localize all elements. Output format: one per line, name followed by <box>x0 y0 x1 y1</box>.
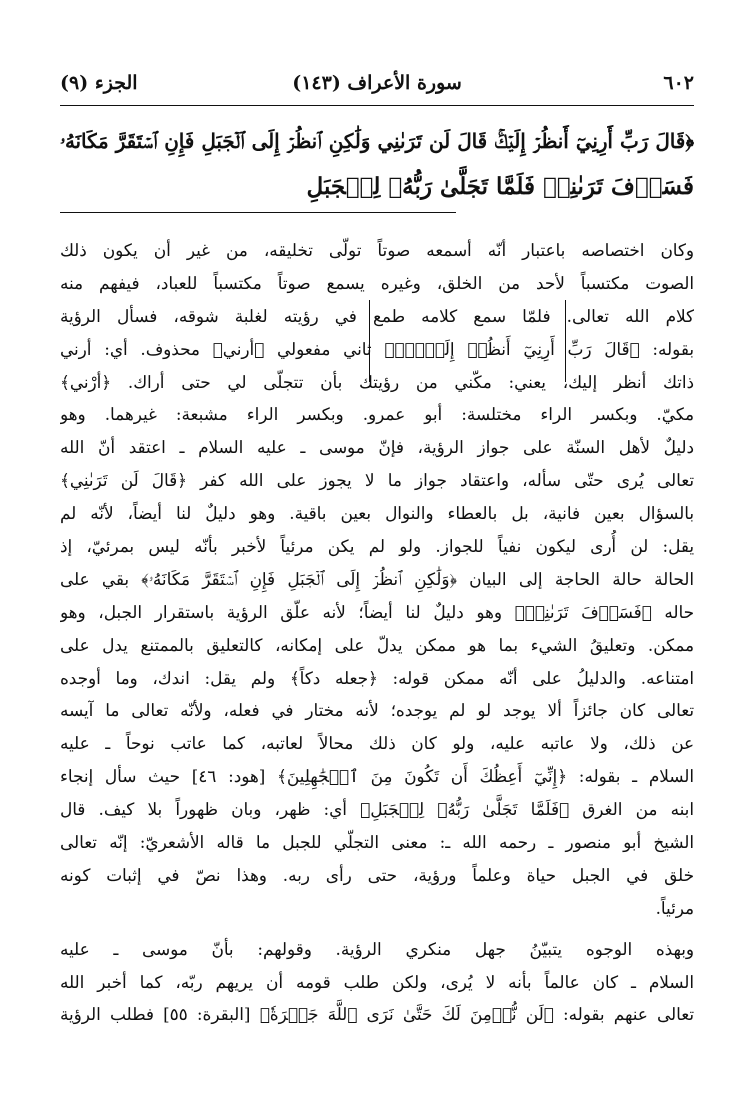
text-line: يقل: لن أُرى ليكون نفياً للجواز. ولو لم يكن مرئياً لأخبر بأنّه ليس بمرئيّ، إذ <box>60 536 694 557</box>
text-line: الشيخ أبو منصور ـ رحمه الله ـ: معنى التجلّي للجبل ما قاله الأشعريّ: إنّه تعالى <box>60 832 694 853</box>
text-line: دليلٌ لأهل السنّة على جواز الرؤية، فإنّ موسى ـ عليه السلام ـ اعتقد أنّ الله <box>60 437 694 458</box>
commentary-text <box>60 234 694 1031</box>
surah-title: سورة الأعراف (١٤٣) <box>292 72 462 94</box>
verse-line: ﴿قَالَ رَبِّ أَرِنِيٓ أَنظُرۡ إِلَيۡكَۚ قَالَ لَن تَرَىٰنِي وَلَٰكِنِ ٱنظُرۡ إِلَى ٱلۡجَبَلِ فَإِنِ ٱسۡتَقَرَّ مَكَانَهُۥ <box>60 129 694 153</box>
paragraph-gap <box>60 925 694 933</box>
running-header <box>60 66 694 100</box>
text-line: وكان اختصاصه باعتبار أنّه أسمعه صوتاً تولّى تخليقه، من غير أن يكون ذلك <box>60 240 694 260</box>
text-line: حاله ﴿فَسَوۡفَ تَرَىٰنِيۚ﴾ وهو دليلٌ لنا أيضاً؛ لأنه علّق الرؤية باستقرار الجبل، وهو <box>60 601 694 622</box>
text-line: الحالة حالة الحاجة إلى البيان ﴿وَلَٰكِنِ ٱنظُرۡ إِلَى ٱلۡجَبَلِ فَإِنِ ٱسۡتَقَرَّ مَكَانَهُۥ﴾ بقي على <box>60 568 694 589</box>
text-line: ذاتك أنظر إليك، يعني: مكّني من رؤيتك بأن تتجلّى لي حتى أراك. ﴿أرْني﴾ <box>60 371 694 392</box>
text-line: مرئياً. <box>655 897 694 918</box>
text-line: وبهذه الوجوه يتبيّنُ جهل منكري الرؤية. وقولهم: بأنّ موسى ـ عليه <box>60 938 694 959</box>
header-rule <box>60 105 694 106</box>
text-line: الصوت مكتسباً لأحد من الخلق، وغيره يسمع صوتاً مكتسباً للعباد، فيفهم منه <box>60 272 694 293</box>
text-line: ممكن. وتعليقُ الشيء بما هو ممكن يدلّ على إمكانه، كالتعليق بالممتنع يدل على <box>60 634 694 655</box>
text-line: السلام ـ كان عالماً بأنه لا يُرى، ولكن طلب قومه أن يريهم ربّه، كما أخبر الله <box>60 971 694 992</box>
text-line: مكيّ. وبكسر الراء مختلسة: أبو عمرو. وبكسر الراء مشبعة: غيرهما. وهو <box>60 404 694 425</box>
text-line: امتناعه. والدليلُ على أنّه ممكن قوله: ﴿جعله دكاً﴾ ولم يقل: اندك، وما أوجده <box>60 667 694 688</box>
page-number: ٦٠٢ <box>663 72 694 94</box>
text-line: تعالى يُرى حتّى سأله، واعتقاد جواز ما لا يجوز على الله كفر ﴿قَالَ لَن تَرَىٰنِي﴾ <box>60 470 694 491</box>
text-line: عن ذلك، ولا عاتبه عليه، ولو كان ذلك محالاً لعاتبه، كما عاتب نوحاً ـ عليه <box>60 733 694 754</box>
paragraph <box>60 234 694 925</box>
verse-rule <box>60 212 456 213</box>
part-label: الجزء (٩) <box>60 72 138 94</box>
paragraph <box>60 933 694 1032</box>
verse-line: فَسَوۡفَ تَرَىٰنِيۚ فَلَمَّا تَجَلَّىٰ رَبُّهُۥ لِلۡجَبَلِ <box>306 173 694 200</box>
text-line: ابنه من الغرق ﴿فَلَمَّا تَجَلَّىٰ رَبُّهُۥ لِلۡجَبَلِ﴾ أي: ظهر، وبان ظهوراً بلا كيف. قال <box>60 799 694 820</box>
text-line: تعالى عنهم بقوله: ﴿لَن نُّؤۡمِنَ لَكَ حَتَّىٰ نَرَى ٱللَّهَ جَهۡرَةٗ﴾ [البقرة: ٥٥] فطلب الرؤية <box>60 1004 694 1025</box>
text-line: بالسؤال بعين فانية، بل بالعطاء والنوال بعين باقية. وهو دليلٌ لنا أيضاً، لأنّه لم <box>60 503 694 524</box>
text-line: كلام الله تعالى. فلمّا سمع كلامه طمع في رؤيته لغلبة شوقه، فسأل الرؤية <box>60 305 694 326</box>
text-line: تعالى كان جائزاً ألا يوجد لو لم يوجده؛ لأنه مختار في فعله، ولأنّه تعالى ما آيسه <box>60 700 694 721</box>
text-line: السلام ـ بقوله: ﴿إِنِّيٓ أَعِظُكَ أَن تَكُونَ مِنَ ٱلۡجَٰهِلِينَ﴾ [هود: ٤٦] حيث سأل إنجاء <box>60 766 694 787</box>
text-line: خلق في الجبل حياة وعلماً ورؤية، حتى رأى ربه. وهذا نصّ في إثبات كونه <box>60 864 694 885</box>
text-line: بقوله: ﴿قَالَ رَبِّ أَرِنِيٓ أَنظُرۡ إِلَيۡكَۚ﴾ ثاني مفعولي ﴿أرني﴾ محذوف. أي: أرني <box>60 338 694 359</box>
quran-verse <box>60 118 694 210</box>
